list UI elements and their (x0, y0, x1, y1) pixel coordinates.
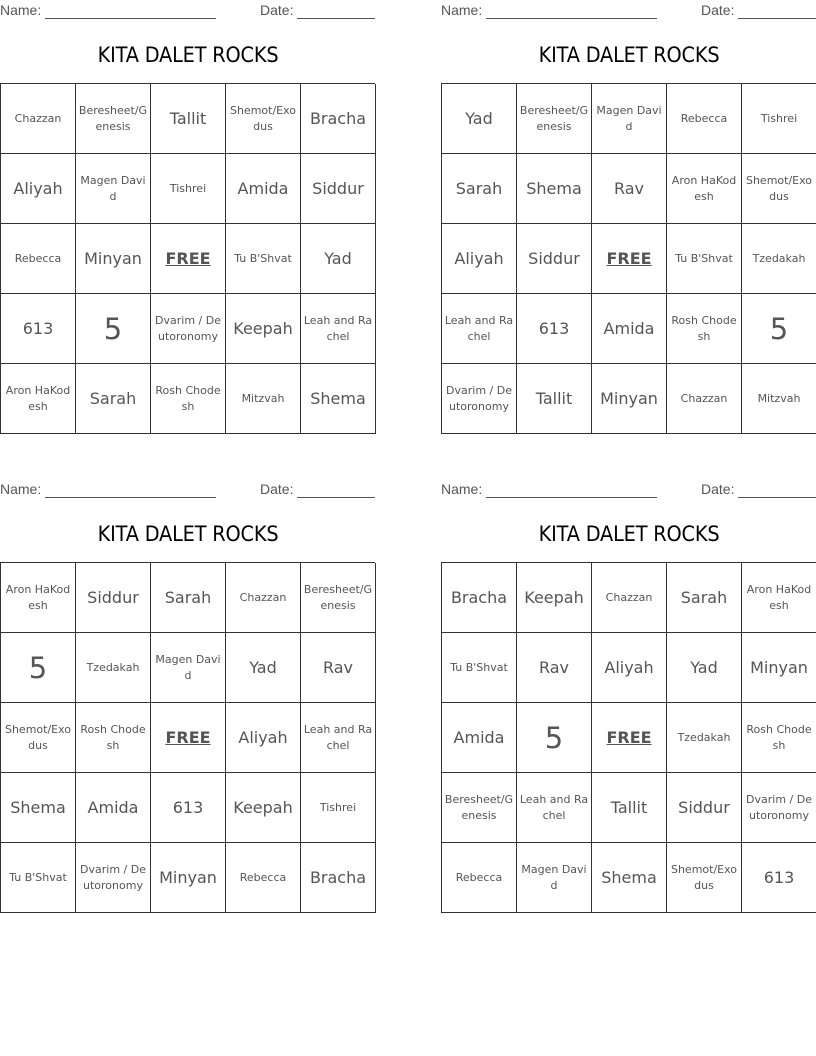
bingo-cell: Aliyah (592, 633, 667, 703)
bingo-cell: Rosh Chodesh (151, 364, 226, 434)
bingo-cell: Beresheet/Genesis (442, 773, 517, 843)
bingo-cell: Shemot/Exodus (1, 703, 76, 773)
bingo-cell: Rav (592, 154, 667, 224)
name-label: Name: (441, 481, 483, 497)
bingo-grid (441, 83, 816, 434)
bingo-cell: Yad (442, 84, 517, 154)
date-label: Date: (260, 481, 294, 497)
bingo-card (441, 0, 816, 440)
bingo-cell: Shemot/Exodus (226, 84, 301, 154)
name-field (441, 481, 657, 498)
free-space-cell: FREE (151, 703, 226, 773)
bingo-cell: 5 (76, 294, 151, 364)
bingo-cell: 613 (151, 773, 226, 843)
card-title: KITA DALET ROCKS (97, 522, 279, 546)
bingo-cell: Shema (301, 364, 376, 434)
name-field (0, 481, 216, 498)
date-field (260, 481, 375, 498)
card-title: KITA DALET ROCKS (97, 43, 279, 67)
bingo-cell: Tzedakah (76, 633, 151, 703)
bingo-cell: Aron HaKodesh (1, 563, 76, 633)
bingo-cell: Rebecca (442, 843, 517, 913)
bingo-cell: Beresheet/Genesis (517, 84, 592, 154)
bingo-cell: Bracha (301, 843, 376, 913)
bingo-cell: Tallit (151, 84, 226, 154)
bingo-cell: Aron HaKodesh (1, 364, 76, 434)
bingo-cell: Amida (76, 773, 151, 843)
bingo-cell: Magen David (151, 633, 226, 703)
date-label: Date: (701, 2, 735, 18)
bingo-cell: Siddur (667, 773, 742, 843)
bingo-cell: Siddur (517, 224, 592, 294)
bingo-cell: Tishrei (301, 773, 376, 843)
bingo-cell: Keepah (517, 563, 592, 633)
bingo-cell: Rebecca (226, 843, 301, 913)
bingo-cell: Rebecca (667, 84, 742, 154)
bingo-cell: Leah and Rachel (517, 773, 592, 843)
bingo-cell: 613 (517, 294, 592, 364)
bingo-cell: Mitzvah (742, 364, 816, 434)
bingo-cell: Sarah (76, 364, 151, 434)
bingo-cell: Bracha (301, 84, 376, 154)
bingo-cell: Keepah (226, 773, 301, 843)
bingo-cell: Sarah (667, 563, 742, 633)
bingo-cell: Tzedakah (667, 703, 742, 773)
name-label: Name: (441, 2, 483, 18)
date-label: Date: (260, 2, 294, 18)
bingo-cell: Rosh Chodesh (742, 703, 816, 773)
bingo-cell: Magen David (592, 84, 667, 154)
bingo-cell: Amida (226, 154, 301, 224)
bingo-cell: Yad (226, 633, 301, 703)
bingo-cell: Tishrei (742, 84, 816, 154)
bingo-cell: Beresheet/Genesis (301, 563, 376, 633)
bingo-cell: Magen David (76, 154, 151, 224)
bingo-card (0, 479, 376, 919)
bingo-cell: Aliyah (442, 224, 517, 294)
card-title: KITA DALET ROCKS (538, 522, 720, 546)
bingo-cell: 613 (1, 294, 76, 364)
bingo-card (0, 0, 376, 440)
name-blank-line (45, 483, 216, 498)
bingo-cell: Rav (517, 633, 592, 703)
bingo-cell: Shemot/Exodus (742, 154, 816, 224)
date-blank-line (297, 4, 375, 19)
bingo-cell: Chazzan (592, 563, 667, 633)
bingo-cell: Chazzan (1, 84, 76, 154)
bingo-cell: Beresheet/Genesis (76, 84, 151, 154)
date-label: Date: (701, 481, 735, 497)
bingo-cell: Leah and Rachel (301, 703, 376, 773)
free-space-cell: FREE (151, 224, 226, 294)
bingo-cell: Amida (592, 294, 667, 364)
bingo-cell: Shema (1, 773, 76, 843)
name-field (0, 2, 216, 19)
bingo-cell: Leah and Rachel (442, 294, 517, 364)
bingo-grid (441, 562, 816, 913)
bingo-cell: Minyan (151, 843, 226, 913)
name-label: Name: (0, 481, 42, 497)
bingo-cell: Chazzan (667, 364, 742, 434)
free-space-cell: FREE (592, 224, 667, 294)
bingo-cell: Dvarim / Deutoronomy (151, 294, 226, 364)
bingo-cell: Shemot/Exodus (667, 843, 742, 913)
date-blank-line (297, 483, 375, 498)
bingo-cell: Rebecca (1, 224, 76, 294)
bingo-cell: Tu B'Shvat (226, 224, 301, 294)
bingo-cell: Tu B'Shvat (667, 224, 742, 294)
bingo-cell: Dvarim / Deutoronomy (76, 843, 151, 913)
bingo-cell: Yad (301, 224, 376, 294)
bingo-cell: Tu B'Shvat (1, 843, 76, 913)
bingo-cell: 613 (742, 843, 816, 913)
bingo-cell: Mitzvah (226, 364, 301, 434)
bingo-grid (0, 562, 375, 913)
bingo-cell: Leah and Rachel (301, 294, 376, 364)
name-field (441, 2, 657, 19)
bingo-cell: Aron HaKodesh (742, 563, 816, 633)
bingo-cell: Amida (442, 703, 517, 773)
name-blank-line (486, 483, 657, 498)
bingo-cell: Bracha (442, 563, 517, 633)
bingo-cell: Rosh Chodesh (76, 703, 151, 773)
bingo-grid (0, 83, 375, 434)
bingo-cell: Rosh Chodesh (667, 294, 742, 364)
bingo-cell: Yad (667, 633, 742, 703)
bingo-cell: Aliyah (226, 703, 301, 773)
bingo-cell: Magen David (517, 843, 592, 913)
card-title: KITA DALET ROCKS (538, 43, 720, 67)
bingo-cell: Tzedakah (742, 224, 816, 294)
date-field (260, 2, 375, 19)
bingo-cell: Tu B'Shvat (442, 633, 517, 703)
bingo-cell: Tallit (592, 773, 667, 843)
bingo-cell: Dvarim / Deutoronomy (442, 364, 517, 434)
date-field (701, 2, 816, 19)
bingo-cell: Minyan (592, 364, 667, 434)
name-blank-line (486, 4, 657, 19)
name-blank-line (45, 4, 216, 19)
bingo-cell: 5 (742, 294, 816, 364)
bingo-cell: Chazzan (226, 563, 301, 633)
bingo-cell: Aron HaKodesh (667, 154, 742, 224)
bingo-cell: 5 (517, 703, 592, 773)
bingo-cell: Sarah (151, 563, 226, 633)
bingo-cell: Sarah (442, 154, 517, 224)
bingo-cell: Tallit (517, 364, 592, 434)
bingo-cell: Rav (301, 633, 376, 703)
bingo-cell: Dvarim / Deutoronomy (742, 773, 816, 843)
bingo-cell: Tishrei (151, 154, 226, 224)
name-label: Name: (0, 2, 42, 18)
bingo-cell: Keepah (226, 294, 301, 364)
date-blank-line (738, 483, 816, 498)
date-blank-line (738, 4, 816, 19)
bingo-cell: Minyan (76, 224, 151, 294)
free-space-cell: FREE (592, 703, 667, 773)
date-field (701, 481, 816, 498)
bingo-cell: Shema (592, 843, 667, 913)
bingo-card (441, 479, 816, 919)
bingo-cell: Shema (517, 154, 592, 224)
bingo-cell: Siddur (76, 563, 151, 633)
bingo-cell: Minyan (742, 633, 816, 703)
bingo-cell: 5 (1, 633, 76, 703)
bingo-cell: Siddur (301, 154, 376, 224)
bingo-cell: Aliyah (1, 154, 76, 224)
